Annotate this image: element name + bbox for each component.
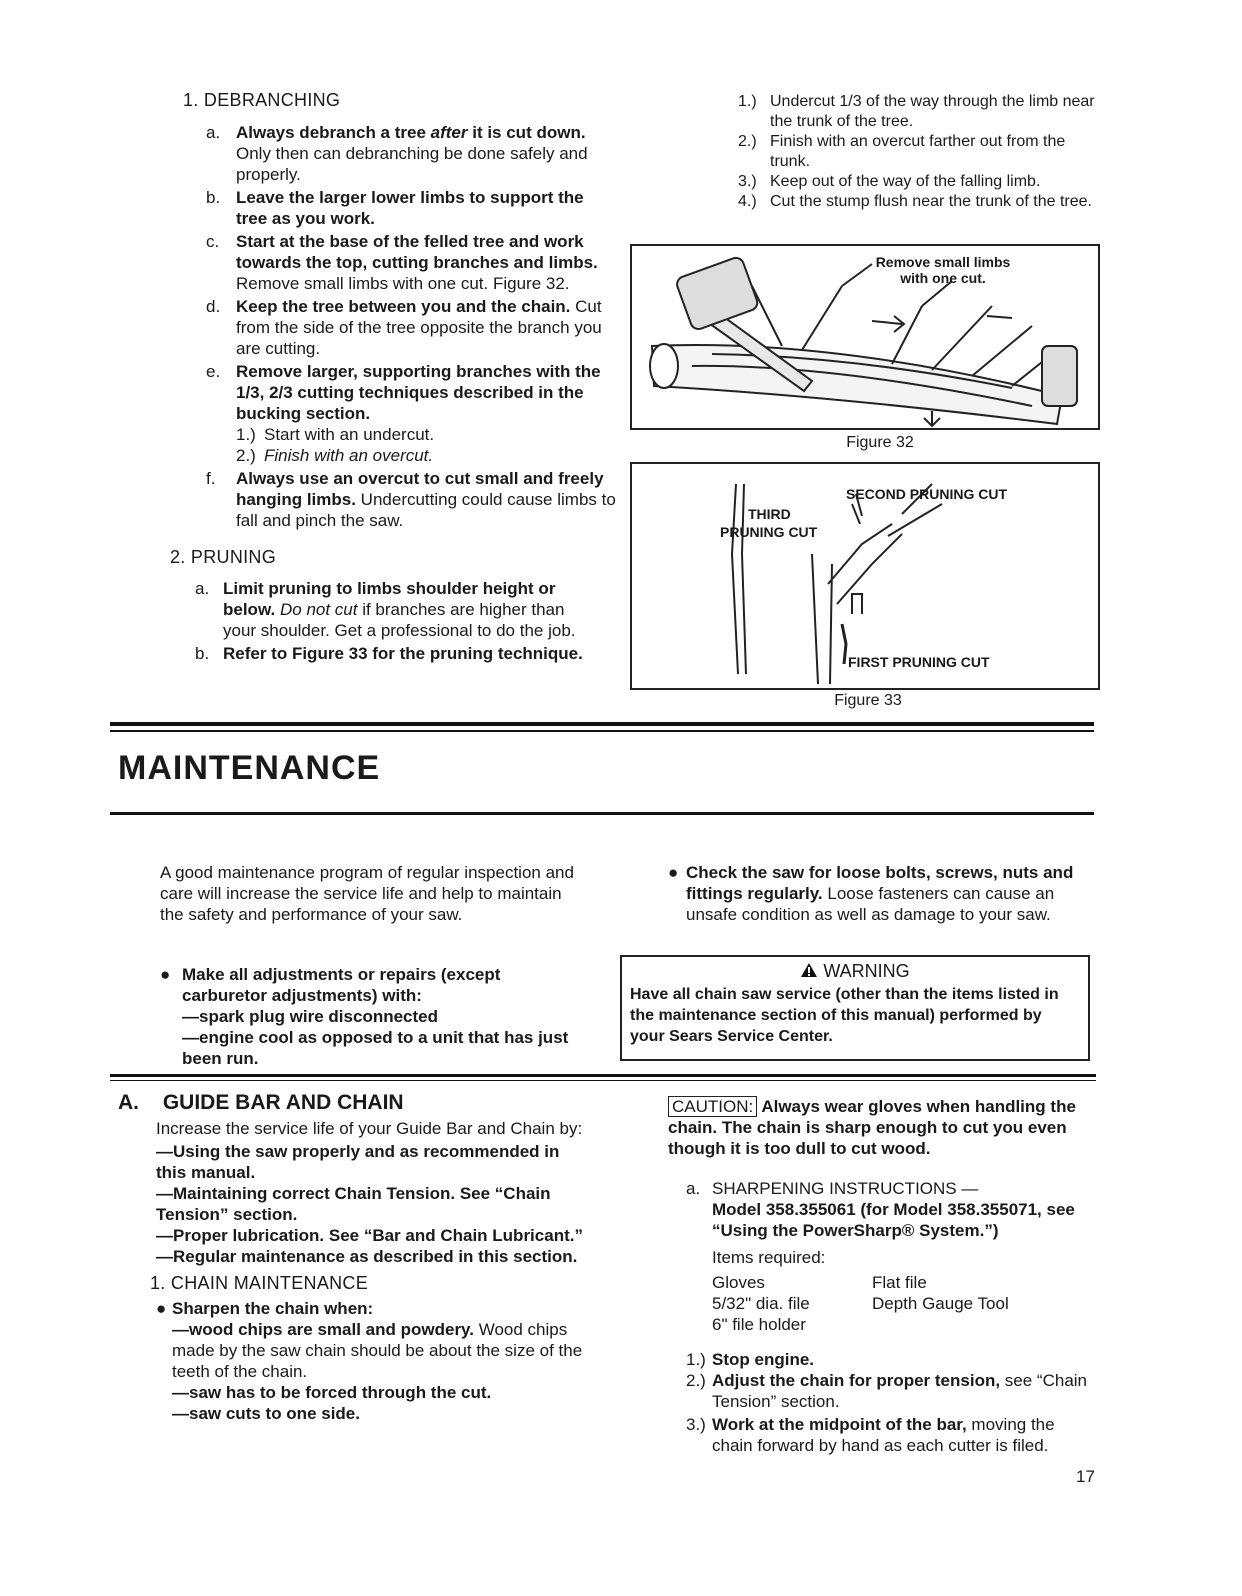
item-text: see “Chain Tension” section. <box>712 1371 1088 1411</box>
table-row <box>712 1293 1009 1314</box>
list-marker: a. <box>195 579 210 598</box>
item-text: if branches are higher than your shoulder. Get a professional to do the job. <box>223 600 576 640</box>
table-cell: 5/32" dia. file <box>712 1294 810 1313</box>
item-text: Cut from the side of the tree opposite the branch you are cutting. <box>236 297 602 358</box>
item-text: Loose fasteners can cause an unsafe condition as well as damage to your saw. <box>686 884 1055 924</box>
list-item <box>195 578 600 641</box>
list-marker: c. <box>206 232 220 251</box>
third-pruning-cut-label-line2: PRUNING CUT <box>720 524 818 540</box>
section-rule <box>110 1074 1096 1077</box>
section-heading-text: GUIDE BAR AND CHAIN <box>162 1091 404 1114</box>
list-marker: 2.) <box>236 446 256 465</box>
list-item <box>206 122 616 185</box>
item-text: Cut the stump flush near the trunk of the tree. <box>770 193 1092 210</box>
item-bold: Limit pruning to limbs shoulder height or below. <box>223 579 556 619</box>
bullet: ● <box>668 863 679 882</box>
item-bold: Start at the base of the felled tree and work towards the top, cutting branches and limbs. <box>236 232 598 272</box>
item-bold: Check the saw for loose bolts, screws, nuts and fittings regularly. <box>686 863 1074 903</box>
list-item: —Regular maintenance as described in this section. <box>156 1247 578 1266</box>
list-item <box>686 1370 1096 1412</box>
list-marker: 1.) <box>236 425 256 444</box>
item-text: Start with an undercut. <box>264 425 435 444</box>
sub-item: —engine cool as opposed to a unit that has just been run. <box>182 1028 569 1068</box>
list-marker: 1.) <box>738 93 757 110</box>
table-row <box>712 1272 1009 1293</box>
item-text: Finish with an overcut. <box>264 446 434 465</box>
check-saw-item <box>668 862 1088 925</box>
item-bold: Refer to Figure 33 for the pruning technique. <box>223 644 583 663</box>
list-item <box>206 361 616 466</box>
list-marker: b. <box>206 188 221 207</box>
list-item <box>156 1298 586 1319</box>
third-pruning-cut-label-line1: THIRD <box>748 506 791 522</box>
item-text: Remove small limbs with one cut. Figure 32. <box>236 274 570 293</box>
item-text: Finish with an overcut farther out from the trunk. <box>770 133 1066 170</box>
list-item <box>195 643 600 664</box>
section-heading <box>118 1090 404 1116</box>
list-item <box>686 1414 1096 1456</box>
list-marker: d. <box>206 297 221 316</box>
section-rule-top <box>110 722 1094 726</box>
list-marker: 2.) <box>686 1371 706 1390</box>
list-item <box>738 92 1108 132</box>
table-row <box>712 1314 1009 1335</box>
figure-32-caption: Figure 32 <box>846 434 914 451</box>
list-marker: e. <box>206 362 221 381</box>
section-letter: A. <box>118 1091 139 1114</box>
list-item: —Using the saw properly and as recommended in this manual. <box>156 1142 560 1182</box>
pruning-heading: 2. PRUNING <box>170 547 277 567</box>
item-bold: Leave the larger lower limbs to support the tree as you work. <box>236 188 584 228</box>
guide-bar-intro: Increase the service life of your Guide Bar and Chain by: <box>156 1119 583 1138</box>
bullet: ● <box>160 965 171 984</box>
figure-33 <box>630 462 1100 690</box>
item-bold: —wood chips are small and powdery. <box>172 1320 474 1339</box>
item-text: Undercut 1/3 of the way through the limb near the trunk of the tree. <box>770 93 1095 130</box>
guide-bar-content <box>150 1118 586 1424</box>
section-rule-bottom <box>110 812 1094 815</box>
list-item <box>206 187 616 229</box>
list-marker: 1.) <box>686 1350 706 1369</box>
page-title: MAINTENANCE <box>118 749 381 787</box>
sub-item <box>156 1319 586 1382</box>
list-marker: 2.) <box>738 133 757 150</box>
warning-triangle-icon <box>800 962 818 978</box>
list-item <box>686 1349 1096 1370</box>
section-rule-top-thin <box>110 730 1094 732</box>
sharpening-title: SHARPENING INSTRUCTIONS — <box>712 1179 979 1198</box>
list-item <box>206 231 616 294</box>
caution-tag: CAUTION: <box>668 1096 757 1117</box>
item-text: Only then can debranching be done safely and properly. <box>236 144 588 184</box>
debranching-list <box>206 122 616 531</box>
section-rule-thin <box>110 1080 1096 1081</box>
sub-item: —saw has to be forced through the cut. <box>172 1383 492 1402</box>
figure-32 <box>630 244 1100 430</box>
list-item <box>738 192 1108 212</box>
item-text: Wood chips made by the saw chain should be about the size of the teeth of the chain. <box>172 1320 583 1381</box>
list-marker: f. <box>206 469 216 488</box>
item-text: moving the chain forward by hand as each cutter is filed. <box>712 1415 1055 1455</box>
item-bold: Make all adjustments or repairs (except carburetor adjustments) with: <box>182 965 501 1005</box>
warning-box <box>620 955 1090 1061</box>
table-cell: Flat file <box>872 1273 927 1292</box>
item-italic: Do not cut <box>275 600 358 619</box>
item-text: Keep out of the way of the falling limb. <box>770 173 1041 190</box>
table-cell: Depth Gauge Tool <box>872 1294 1009 1313</box>
table-cell: Gloves <box>712 1273 765 1292</box>
items-required-table <box>712 1272 1009 1335</box>
list-marker: 3.) <box>686 1415 706 1434</box>
limb-steps <box>738 92 1108 212</box>
first-pruning-cut-label: FIRST PRUNING CUT <box>848 654 990 670</box>
caution-paragraph <box>668 1096 1092 1159</box>
bullet: ● <box>156 1299 167 1318</box>
list-marker: b. <box>195 644 210 663</box>
maintenance-intro: A good maintenance program of regular inspection and care will increase the service life and help to maintain the safety and performance of your saw. <box>160 863 574 924</box>
debranching-heading: 1. DEBRANCHING <box>183 90 341 110</box>
sharpening-heading <box>686 1178 1096 1199</box>
chain-maintenance-heading: 1. CHAIN MAINTENANCE <box>150 1273 369 1293</box>
debranching-illustration <box>632 246 1098 428</box>
second-pruning-cut-label: SECOND PRUNING CUT <box>846 486 1008 502</box>
item-bold: Sharpen the chain when: <box>172 1299 374 1318</box>
sharpening-steps <box>686 1349 1096 1456</box>
pruning-list <box>195 578 600 664</box>
item-bold: Always use an overcut to cut small and freely hanging limbs. <box>236 469 604 509</box>
page-number: 17 <box>1076 1467 1095 1486</box>
list-item <box>668 862 1088 925</box>
list-item: —Maintaining correct Chain Tension. See “Chain Tension” section. <box>156 1184 551 1224</box>
list-item <box>206 296 616 359</box>
list-marker: 3.) <box>738 173 757 190</box>
list-item <box>738 132 1108 172</box>
list-marker: 4.) <box>738 193 757 210</box>
list-item <box>160 964 588 1069</box>
item-bold: Work at the midpoint of the bar, <box>712 1415 967 1434</box>
item-bold: Keep the tree between you and the chain. <box>236 297 571 316</box>
warning-title: WARNING <box>823 961 910 981</box>
item-bold: Always debranch a tree <box>236 123 431 142</box>
sub-item: —spark plug wire disconnected <box>182 1007 439 1026</box>
list-marker: a. <box>206 123 221 142</box>
sharpening-instructions <box>686 1178 1096 1456</box>
figure-32-label: Remove small limbs with one cut. <box>875 254 1011 286</box>
list-marker: a. <box>686 1179 701 1198</box>
sharpening-model: Model 358.355061 (for Model 358.355071, see “Using the PowerSharp® System.”) <box>712 1200 1075 1240</box>
item-bold: Adjust the chain for proper tension, <box>712 1371 1001 1390</box>
item-bold: it is cut down. <box>467 123 586 142</box>
adjustments-item <box>160 964 588 1069</box>
item-bold: Stop engine. <box>712 1350 814 1369</box>
sub-item <box>236 445 616 466</box>
list-item: —Proper lubrication. See “Bar and Chain Lubricant.” <box>156 1226 583 1245</box>
caution-text: Always wear gloves when handling the chain. The chain is sharp enough to cut you even though it is too dull to cut wood. <box>668 1097 1076 1158</box>
warning-heading <box>622 961 1088 982</box>
table-cell: 6" file holder <box>712 1315 806 1334</box>
warning-text: Have all chain saw service (other than the items listed in the maintenance section of this manual) performed by your Sears Service Center. <box>630 986 1059 1045</box>
item-italic: after <box>430 123 468 142</box>
figure-33-caption: Figure 33 <box>834 692 902 709</box>
sub-item <box>236 424 616 445</box>
list-item <box>738 172 1108 192</box>
items-required-label: Items required: <box>712 1248 826 1267</box>
table-cell <box>872 1314 1009 1335</box>
item-text: Undercutting could cause limbs to fall and pinch the saw. <box>236 490 616 530</box>
list-item <box>206 468 616 531</box>
sub-item: —saw cuts to one side. <box>172 1404 360 1423</box>
item-bold: Remove larger, supporting branches with the 1/3, 2/3 cutting techniques described in the bucking section. <box>236 362 601 423</box>
